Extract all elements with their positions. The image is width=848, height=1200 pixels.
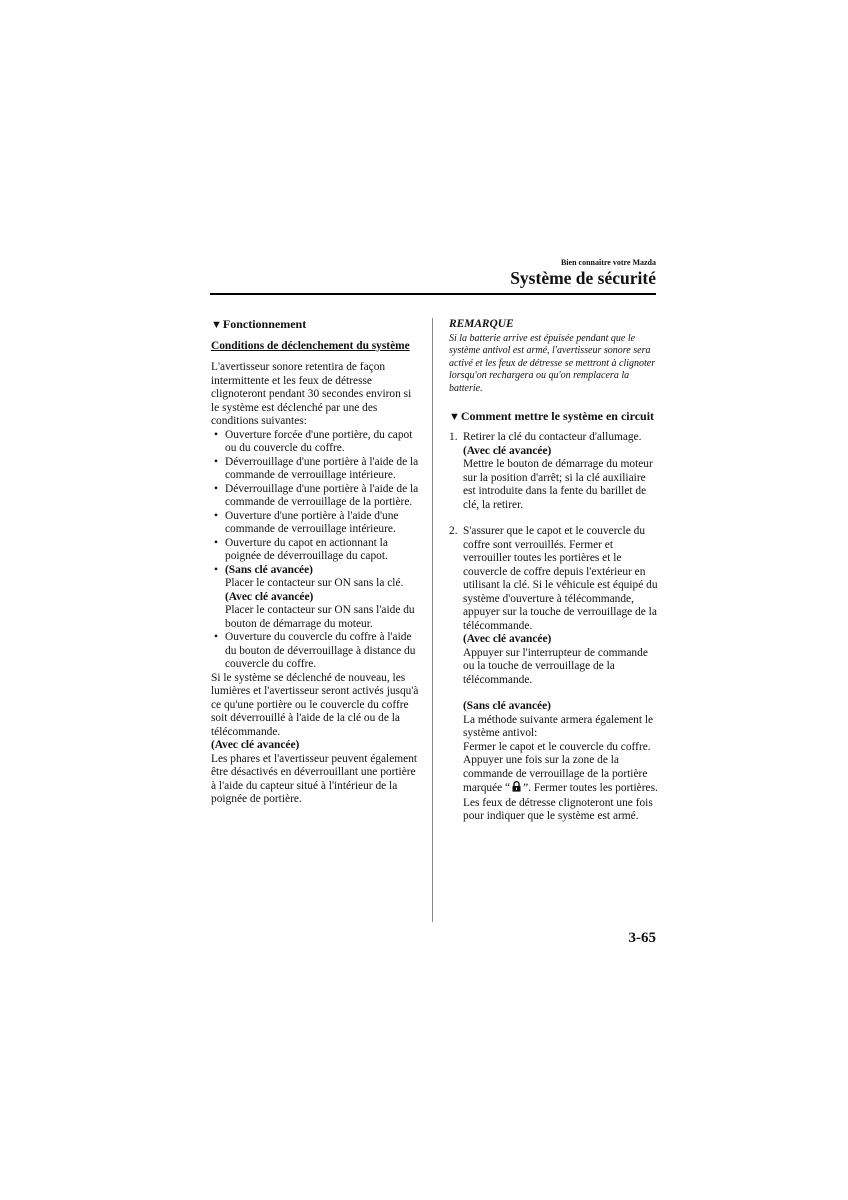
header-rule xyxy=(210,293,656,295)
step-text: S'assurer que le capot et le couvercle du coffre sont verrouillés. Fermer et verrouiller toutes les portières et le couvercle de coffre depuis l'extérieur en utilisant la clé. Si le véhicule est équipé du système d'ouverture à télécommande, appuyer sur la touche de verrouillage de la télécommande. xyxy=(463,525,658,632)
avec-cle-label: (Avec clé avancée) xyxy=(463,444,552,457)
step-extra: Appuyer sur l'interrupteur de commande ou la touche de verrouillage de la télécommande. xyxy=(463,646,648,686)
step-item xyxy=(449,431,659,512)
step-number: 1. xyxy=(449,431,458,444)
note-text: Si la batterie arrive est épuisée pendant que le système antivol est armé, l'avertisseur sonore sera activé et les feux de détresse se mettront à clignoter lorsqu'on rechargera ou qu'on remplacera la batterie. xyxy=(449,332,656,394)
avec-cle-text: Placer le contacteur sur ON sans l'aide du bouton de démarrage du moteur. xyxy=(225,604,415,630)
lock-icon xyxy=(512,781,521,797)
sans-cle-instructions: Fermer le capot et le couvercle du coffre. Appuyer une fois sur la zone de la commande de verrouillage de la portière marquée “ ”. Fermer toutes les portières. xyxy=(463,741,659,797)
left-column xyxy=(211,318,421,807)
note-block xyxy=(449,318,659,396)
step-item xyxy=(449,525,659,824)
note-title: REMARQUE xyxy=(449,318,514,330)
conditions-list xyxy=(211,429,421,672)
paragraph-redeclenchement: Si le système se déclenché de nouveau, les lumières et l'avertisseur seront activés jusqu'à ce qu'une portière ou le couvercle du coffre soit déverrouillé à l'aide de la clé ou de la télécommande. xyxy=(211,671,419,738)
page-number: 3-65 xyxy=(628,930,656,946)
list-item: • Ouverture forcée d'une portière, du capot ou du couvercle du coffre. xyxy=(211,429,421,456)
list-item xyxy=(211,564,421,632)
list-item: • Ouverture d'une portière à l'aide d'une commande de verrouillage intérieure. xyxy=(211,510,421,537)
sans-cle-text: Placer le contacteur sur ON sans la clé. xyxy=(225,577,404,589)
avec-cle-label: (Avec clé avancée) xyxy=(211,739,300,751)
sans-cle-text: La méthode suivante armera également le système antivol: xyxy=(463,713,654,740)
running-head: Bien connaître votre Mazda xyxy=(560,258,656,267)
list-item: • Déverrouillage d'une portière à l'aide de la commande de verrouillage de la portière. xyxy=(211,483,421,510)
list-item: • Ouverture du capot en actionnant la poignée de déverrouillage du capot. xyxy=(211,537,421,564)
column-divider xyxy=(432,318,433,922)
step-extra: Mettre le bouton de démarrage du moteur sur la position d'arrêt; si la clé auxiliaire est introduite dans la fente du barillet de clé, la retirer. xyxy=(463,458,653,511)
paragraph-phares: Les phares et l'avertisseur peuvent également être désactivés en déverrouillant une portière à l'aide du capteur situé à l'intérieur de la poignée de portière. xyxy=(211,752,418,805)
right-column xyxy=(449,318,659,837)
heading-mise-en-circuit: ▼Comment mettre le système en circuit xyxy=(449,408,655,423)
sans-cle-label: (Sans clé avancée) xyxy=(463,700,551,713)
avec-cle-label: (Avec clé avancée) xyxy=(225,590,314,603)
triangle-down-icon: ▼ xyxy=(211,319,222,331)
spacer xyxy=(463,687,659,700)
sans-cle-label: • (Sans clé avancée) xyxy=(225,563,313,576)
conditions-subheading: Conditions de déclenchement du système xyxy=(211,339,410,352)
avec-cle-label: (Avec clé avancée) xyxy=(463,633,552,646)
sans-cle-confirmation: Les feux de détresse clignoteront une fois pour indiquer que le système est armé. xyxy=(463,796,653,823)
step-text: Retirer la clé du contacteur d'allumage. xyxy=(463,431,642,444)
intro-paragraph: L'avertisseur sonore retentira de façon intermittente et les feux de détresse clignoteront pendant 30 secondes environ si le système est déclenché par une des conditions suivantes: xyxy=(211,361,412,427)
triangle-down-icon: ▼ xyxy=(449,410,460,423)
list-item: • Ouverture du couvercle du coffre à l'aide du bouton de déverrouillage à distance du couvercle du coffre. xyxy=(211,631,421,672)
section-title: Système de sécurité xyxy=(510,268,656,288)
step-number: 2. xyxy=(449,525,458,538)
steps-list xyxy=(449,431,659,824)
heading-fonctionnement: ▼Fonctionnement xyxy=(211,317,307,331)
list-item: • Déverrouillage d'une portière à l'aide de la commande de verrouillage intérieure. xyxy=(211,456,421,483)
